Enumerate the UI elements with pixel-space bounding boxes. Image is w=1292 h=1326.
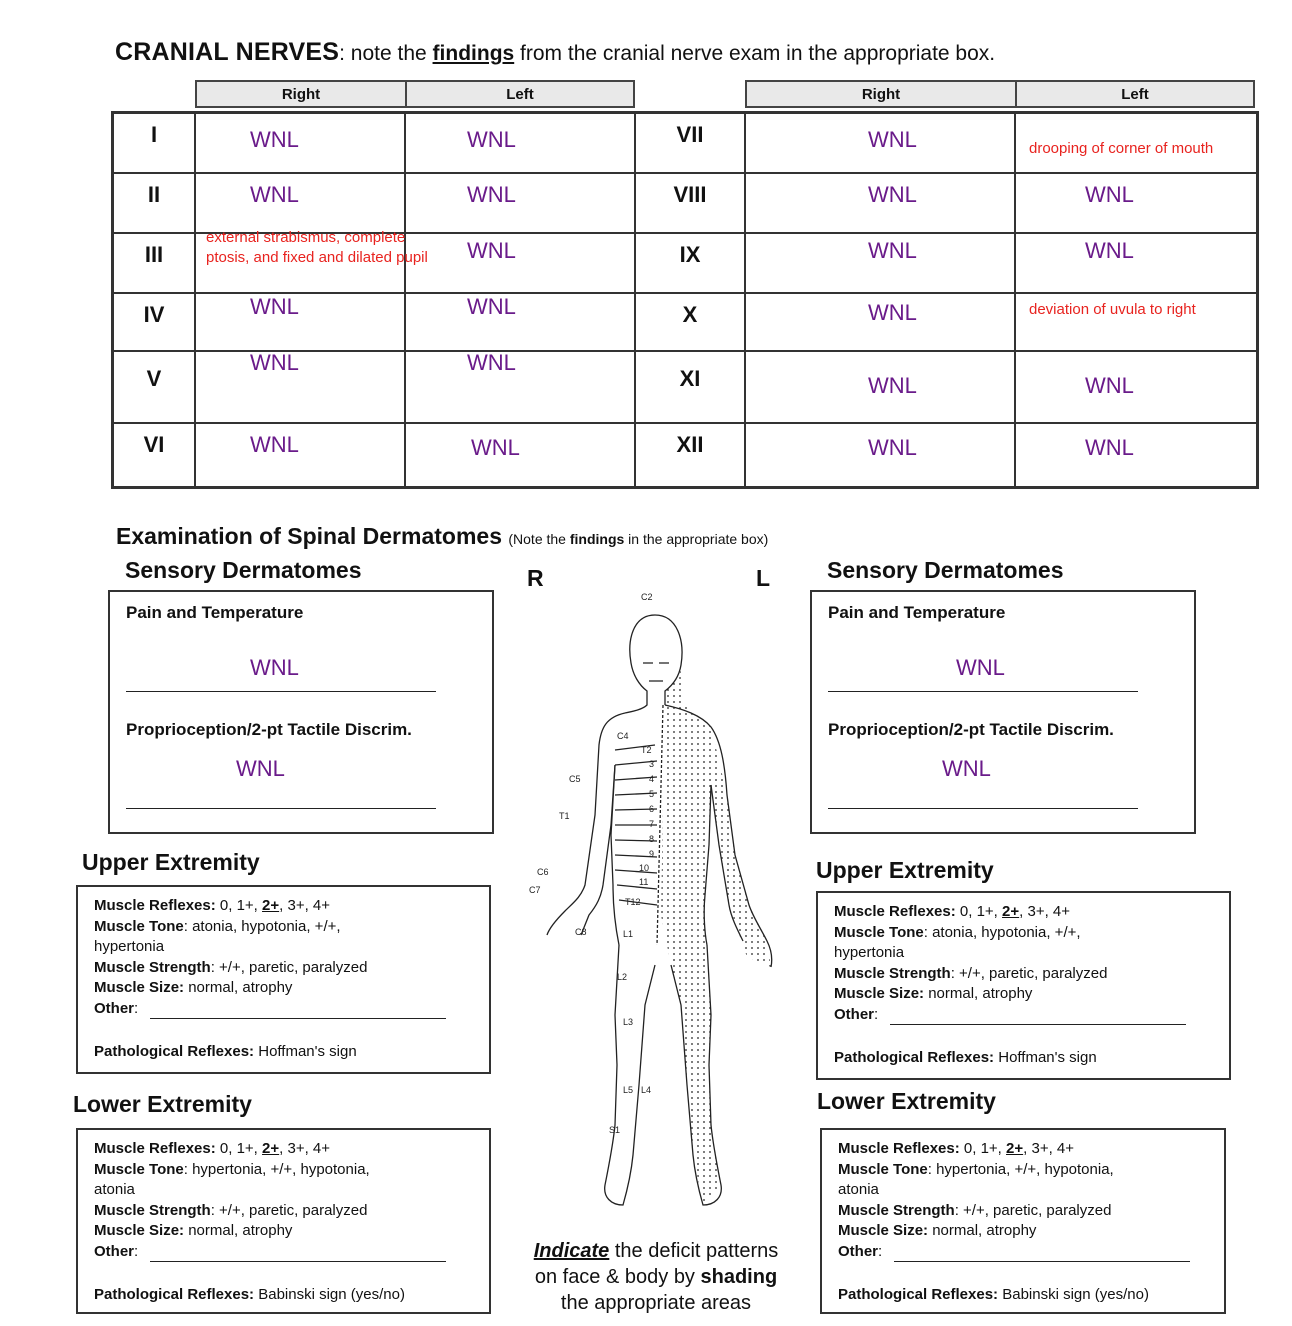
sensory-title-left: Sensory Dermatomes [125,557,362,583]
body-label: 6 [649,804,655,814]
grid-divider [194,113,196,487]
nerve-label: XI [679,366,701,391]
answer-line [828,691,1138,692]
other-line [150,1261,446,1262]
header-left-2: Left [1015,80,1255,108]
lower-extremity-title: Lower Extremity [817,1088,996,1114]
lower-extremity-text: Muscle Reflexes: 0, 1+, 2+, 3+, 4+ Muscle Tone: hypertonia, +/+, hypotonia, atonia Muscle Strength: +/+, paretic, paralyzed Muscle Size: normal, atrophy Other: [94,1140,370,1260]
head-outline [625,615,655,713]
answer-line [126,808,436,809]
body-label: L4 [641,1085,652,1095]
pain-temp-label: Pain and Temperature [828,603,1006,622]
body-label: C2 [641,592,653,602]
cn-value: WNL [868,373,917,398]
header-right-1: Right [195,80,407,108]
nerve-label: XII [676,432,704,457]
pain-temp-value: WNL [250,655,299,680]
body-label: C8 [575,927,587,937]
answer-line [828,808,1138,809]
patho-reflex-text: Pathological Reflexes: Hoffman's sign [834,1049,1097,1066]
grid-divider [744,113,746,487]
proprioception-label: Proprioception/2-pt Tactile Discrim. [126,720,412,739]
body-label: C7 [529,885,541,895]
body-label: C6 [537,867,549,877]
body-label: T1 [559,811,570,821]
pain-temp-value: WNL [956,655,1005,680]
nerve-label: III [144,242,164,267]
cn-value: WNL [467,350,516,375]
cn-value: WNL [467,127,516,152]
answer-line [126,691,436,692]
cn-value: WNL [250,182,299,207]
upper-extremity-text: Muscle Reflexes: 0, 1+, 2+, 3+, 4+ Muscle Tone: atonia, hypotonia, +/+, hypertonia Muscle Strength: +/+, paretic, paralyzed Muscle Size: normal, atrophy Other: [94,897,368,1017]
dermatome-title: Examination of Spinal Dermatomes (Note the findings in the appropriate box) [116,523,769,549]
header-left-1: Left [405,80,635,108]
upper-extremity-title: Upper Extremity [816,857,994,883]
sensory-box-right-side [108,590,494,834]
cn-value: WNL [868,238,917,263]
other-line [890,1024,1186,1025]
nerve-label: II [147,182,161,207]
cn-value: WNL [250,294,299,319]
body-label: 8 [649,834,655,844]
patho-reflex-text: Pathological Reflexes: Hoffman's sign [94,1043,357,1060]
body-label: T2 [641,745,652,755]
proprioception-label: Proprioception/2-pt Tactile Discrim. [828,720,1114,739]
cn-value: WNL [1085,435,1134,460]
diagram-caption: Indicate the deficit patterns on face & body by shading the appropriate areas [533,1240,779,1314]
cn-value: WNL [467,294,516,319]
body-label: C5 [569,774,581,784]
nerve-label: VIII [673,182,707,207]
cn-value: deviation of uvula to right [1029,301,1196,318]
arm-outline [581,765,615,935]
proprioception-value: WNL [236,756,285,781]
pain-temp-label: Pain and Temperature [126,603,304,622]
face-feature [643,663,669,681]
grid-divider [1014,113,1016,487]
upper-extremity-title: Upper Extremity [82,849,260,875]
body-label: L1 [623,929,634,939]
leg-outline [605,945,655,1205]
nerve-label: VII [676,122,704,147]
grid-divider [634,113,636,487]
sensory-box-left-side [810,590,1196,834]
body-label: C4 [617,731,629,741]
cn-value: WNL [467,182,516,207]
cn-value: WNL [868,435,917,460]
upper-extremity-text: Muscle Reflexes: 0, 1+, 2+, 3+, 4+ Muscle Tone: atonia, hypotonia, +/+, hypertonia Muscle Strength: +/+, paretic, paralyzed Muscle Size: normal, atrophy Other: [834,903,1108,1023]
body-label: T12 [625,897,641,907]
cn-value: WNL [868,127,917,152]
cn-value: WNL [1085,373,1134,398]
grid-divider [404,113,406,487]
lower-extremity-title: Lower Extremity [73,1091,252,1117]
patho-reflex-text: Pathological Reflexes: Babinski sign (yes/no) [94,1286,405,1303]
right-side-label: R [527,565,544,591]
cn-value: WNL [250,432,299,457]
body-label: 9 [649,849,655,859]
nerve-label: V [146,366,162,391]
left-side-label: L [756,565,771,591]
shaded-region [661,665,771,1205]
nerve-label: IV [143,302,165,327]
body-label: 3 [649,759,655,769]
nerve-label: X [682,302,698,327]
body-label: 10 [639,863,650,873]
lower-extremity-text: Muscle Reflexes: 0, 1+, 2+, 3+, 4+ Muscle Tone: hypertonia, +/+, hypotonia, atonia Muscle Strength: +/+, paretic, paralyzed Muscle Size: normal, atrophy Other: [838,1140,1114,1260]
cn-value: WNL [1085,182,1134,207]
cn-value: WNL [471,435,520,460]
nerve-label: VI [143,432,165,457]
cranial-title: CRANIAL NERVES: note the findings from the cranial nerve exam in the appropriate box. [115,38,996,66]
cn-value: WNL [868,182,917,207]
body-label: L3 [623,1017,634,1027]
body-label: L5 [623,1085,634,1095]
nerve-label: I [150,122,158,147]
nerve-label: IX [679,242,701,267]
body-label: S1 [609,1125,621,1135]
cn-value: WNL [250,350,299,375]
body-label: 4 [649,774,655,784]
body-label: 7 [649,819,655,829]
body-label: 11 [639,877,649,887]
body-label: L2 [617,972,628,982]
cn-value: WNL [250,127,299,152]
other-line [894,1261,1190,1262]
grid-divider [113,422,1257,424]
cn-value: WNL [1085,238,1134,263]
other-line [150,1018,446,1019]
cn-value: WNL [467,238,516,263]
grid-divider [113,172,1257,174]
patho-reflex-text: Pathological Reflexes: Babinski sign (yes/no) [838,1286,1149,1303]
proprioception-value: WNL [942,756,991,781]
dermatome-body-diagram [515,585,805,1225]
cn-value: drooping of corner of mouth [1029,140,1214,157]
sensory-title-right: Sensory Dermatomes [827,557,1064,583]
header-right-2: Right [745,80,1017,108]
cn-value: WNL [868,300,917,325]
cn-value: external strabismus, complete ptosis, and fixed and dilated pupil [206,229,428,266]
body-label: 5 [649,789,655,799]
